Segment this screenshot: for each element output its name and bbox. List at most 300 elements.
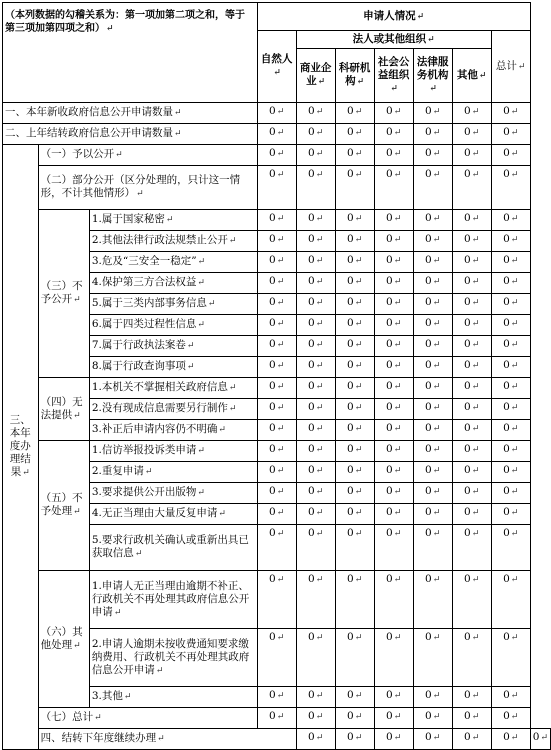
value-cell <box>452 357 491 378</box>
paragraph-mark: ↵ <box>354 361 363 371</box>
cell-value: 0 <box>308 296 315 308</box>
value-cell <box>296 441 335 462</box>
paragraph-mark: ↵ <box>115 150 123 160</box>
paragraph-mark: ↵ <box>471 340 480 350</box>
value-cell <box>296 294 335 315</box>
cell-value: 0 <box>308 710 315 722</box>
paragraph-mark: ↵ <box>510 319 519 329</box>
value-cell <box>335 571 374 629</box>
paragraph-mark: ↵ <box>354 466 363 476</box>
value-cell <box>530 729 550 750</box>
cell-value: 0 <box>425 527 432 539</box>
paragraph-mark: ↵ <box>471 487 480 497</box>
paragraph-mark: ↵ <box>354 319 363 329</box>
paragraph-mark: ↵ <box>276 712 285 722</box>
cell-value: 0 <box>425 275 432 287</box>
paragraph-mark: ↵ <box>315 575 324 585</box>
cell-value: 0 <box>386 317 393 329</box>
value-cell <box>374 357 413 378</box>
value-cell <box>296 103 335 124</box>
value-cell <box>452 124 491 145</box>
section-three-label <box>3 145 39 750</box>
value-cell <box>257 504 296 525</box>
value-cell <box>374 629 413 687</box>
value-cell <box>374 399 413 420</box>
group-label <box>38 378 89 441</box>
cell-value: 0 <box>386 485 393 497</box>
cell-value: 0 <box>503 527 510 539</box>
value-cell <box>257 378 296 399</box>
cell-value: 0 <box>269 422 276 434</box>
value-cell <box>257 708 296 729</box>
paragraph-mark: ↵ <box>432 256 441 266</box>
cell-value: 0 <box>347 464 354 476</box>
paragraph-mark: ↵ <box>315 277 324 287</box>
value-cell <box>491 708 530 729</box>
paragraph-mark: ↵ <box>510 361 519 371</box>
paragraph-mark: ↵ <box>315 256 324 266</box>
cell-value: 0 <box>425 710 432 722</box>
paragraph-mark: ↵ <box>136 189 144 199</box>
cell-value: 0 <box>425 359 432 371</box>
paragraph-mark: ↵ <box>510 508 519 518</box>
cell-value: 0 <box>464 631 471 643</box>
paragraph-mark: ↵ <box>354 424 363 434</box>
value-cell <box>257 525 296 571</box>
value-cell <box>452 571 491 629</box>
cell-value: 0 <box>308 731 315 743</box>
cell-text: （三）不予公开 <box>40 280 83 305</box>
paragraph-mark: ↵ <box>517 61 526 72</box>
value-cell <box>452 273 491 294</box>
applicant-situation-header <box>257 3 530 31</box>
paragraph-mark: ↵ <box>471 712 480 722</box>
table-row <box>3 708 551 729</box>
paragraph-mark: ↵ <box>432 235 441 245</box>
cell-text: 1.申请人无正当理由逾期不补正、行政机关不再处理其政府信息公开申请 <box>91 579 250 618</box>
paragraph-mark: ↵ <box>354 340 363 350</box>
value-cell <box>452 210 491 231</box>
row-label <box>38 145 257 166</box>
cell-value: 0 <box>503 422 510 434</box>
cell-text: 5.属于三类内部事务信息 <box>91 297 207 309</box>
value-cell <box>335 729 374 750</box>
cell-value: 0 <box>425 631 432 643</box>
item-label <box>89 571 257 629</box>
cell-text: 2.申请人逾期未按收费通知要求缴纳费用、行政机关不再处理其政府信息公开申请 <box>91 637 250 676</box>
paragraph-mark: ↵ <box>471 107 480 117</box>
paragraph-mark: ↵ <box>315 466 324 476</box>
value-cell <box>413 103 452 124</box>
value-cell <box>335 103 374 124</box>
cell-text: 1.属于国家秘密 <box>91 213 165 225</box>
paragraph-mark: ↵ <box>471 424 480 434</box>
paragraph-mark: ↵ <box>315 214 324 224</box>
cell-value: 0 <box>464 359 471 371</box>
cell-text: 2.没有现成信息需要另行制作 <box>91 402 228 414</box>
legal-service-header <box>413 49 452 103</box>
paragraph-mark: ↵ <box>315 298 324 308</box>
legal-and-other-header <box>296 31 491 49</box>
cell-value: 0 <box>464 212 471 224</box>
paragraph-mark: ↵ <box>315 529 324 539</box>
cell-value: 0 <box>347 631 354 643</box>
cell-text: （四）无法提供 <box>40 395 83 421</box>
paragraph-mark: ↵ <box>471 170 480 180</box>
item-label <box>89 336 257 357</box>
value-cell <box>374 441 413 462</box>
value-cell <box>335 273 374 294</box>
cell-value: 0 <box>308 380 315 392</box>
paragraph-mark: ↵ <box>228 383 237 393</box>
paragraph-mark: ↵ <box>197 320 205 330</box>
value-cell <box>374 124 413 145</box>
cell-value: 0 <box>308 359 315 371</box>
value-cell <box>296 166 335 210</box>
paragraph-mark: ↵ <box>471 214 480 224</box>
item-label <box>89 483 257 504</box>
cell-value: 0 <box>347 275 354 287</box>
value-cell <box>452 231 491 252</box>
value-cell <box>296 336 335 357</box>
value-cell <box>257 462 296 483</box>
cell-value: 0 <box>425 126 432 138</box>
paragraph-mark: ↵ <box>510 298 519 308</box>
cell-value: 0 <box>308 254 315 266</box>
paragraph-mark: ↵ <box>471 256 480 266</box>
value-cell <box>296 252 335 273</box>
cell-value: 0 <box>269 631 276 643</box>
paragraph-mark: ↵ <box>393 256 402 266</box>
value-cell <box>491 687 530 708</box>
cell-value: 0 <box>425 105 432 117</box>
paragraph-mark: ↵ <box>276 319 285 329</box>
cell-value: 0 <box>386 296 393 308</box>
paragraph-mark: ↵ <box>393 382 402 392</box>
paragraph-mark: ↵ <box>276 691 285 701</box>
value-cell <box>413 525 452 571</box>
paragraph-mark: ↵ <box>510 487 519 497</box>
value-cell <box>374 378 413 399</box>
value-cell <box>335 629 374 687</box>
cell-value: 0 <box>308 275 315 287</box>
value-cell <box>491 483 530 504</box>
cell-value: 0 <box>308 147 315 159</box>
cell-value: 0 <box>425 689 432 701</box>
cell-value: 0 <box>503 443 510 455</box>
cell-value: 0 <box>464 126 471 138</box>
paragraph-mark: ↵ <box>432 733 441 743</box>
value-cell <box>374 252 413 273</box>
paragraph-mark: ↵ <box>273 68 281 78</box>
paragraph-mark: ↵ <box>315 170 324 180</box>
paragraph-mark: ↵ <box>416 11 425 22</box>
paragraph-mark: ↵ <box>22 468 30 478</box>
paragraph-mark: ↵ <box>276 149 285 159</box>
value-cell <box>374 315 413 336</box>
social-welfare-header <box>374 49 413 103</box>
cell-text: 3.其他 <box>91 690 123 702</box>
value-cell <box>452 166 491 210</box>
commercial-header <box>296 49 335 103</box>
paragraph-mark: ↵ <box>276 170 285 180</box>
paragraph-mark: ↵ <box>207 299 216 309</box>
paragraph-mark: ↵ <box>354 107 363 117</box>
cell-value: 0 <box>386 275 393 287</box>
cell-value: 0 <box>386 422 393 434</box>
value-cell <box>413 124 452 145</box>
value-cell <box>335 708 374 729</box>
value-cell <box>413 273 452 294</box>
cell-value: 0 <box>308 631 315 643</box>
cell-value: 0 <box>464 710 471 722</box>
paragraph-mark: ↵ <box>276 277 285 287</box>
paragraph-mark: ↵ <box>393 319 402 329</box>
value-cell <box>491 294 530 315</box>
paragraph-mark: ↵ <box>354 445 363 455</box>
paragraph-mark: ↵ <box>197 257 206 267</box>
paragraph-mark: ↵ <box>134 549 143 559</box>
value-cell <box>491 210 530 231</box>
cell-value: 0 <box>347 296 354 308</box>
cell-text: 6.属于四类过程性信息 <box>91 318 197 330</box>
paragraph-mark: ↵ <box>393 575 402 585</box>
cell-value: 0 <box>464 731 471 743</box>
value-cell <box>335 504 374 525</box>
cell-value: 0 <box>347 254 354 266</box>
value-cell <box>257 294 296 315</box>
group-label <box>38 571 89 708</box>
cell-value: 0 <box>269 464 276 476</box>
value-cell <box>257 124 296 145</box>
value-cell <box>413 504 452 525</box>
paragraph-mark: ↵ <box>429 83 437 94</box>
value-cell <box>296 273 335 294</box>
cell-value: 0 <box>386 168 393 180</box>
paragraph-mark: ↵ <box>218 425 226 435</box>
paragraph-mark: ↵ <box>432 128 441 138</box>
value-cell <box>335 252 374 273</box>
cell-value: 0 <box>503 401 510 413</box>
cell-value: 0 <box>425 338 432 350</box>
paragraph-mark: ↵ <box>393 340 402 350</box>
value-cell <box>413 420 452 441</box>
table-row <box>3 571 551 629</box>
paragraph-mark: ↵ <box>390 83 398 94</box>
paragraph-mark: ↵ <box>510 403 519 413</box>
paragraph-mark: ↵ <box>393 424 402 434</box>
value-cell <box>374 687 413 708</box>
cell-value: 0 <box>425 254 432 266</box>
cell-value: 0 <box>269 233 276 245</box>
value-cell <box>413 571 452 629</box>
paragraph-mark: ↵ <box>432 107 441 117</box>
cell-value: 0 <box>503 147 510 159</box>
cell-text: 1.本机关不掌握相关政府信息 <box>91 381 228 393</box>
value-cell <box>413 687 452 708</box>
value-cell <box>374 294 413 315</box>
cell-value: 0 <box>503 212 510 224</box>
paragraph-mark: ↵ <box>315 424 324 434</box>
paragraph-mark: ↵ <box>510 382 519 392</box>
paragraph-mark: ↵ <box>510 149 519 159</box>
paragraph-mark: ↵ <box>174 108 182 118</box>
cell-value: 0 <box>503 105 510 117</box>
paragraph-mark: ↵ <box>432 466 441 476</box>
cell-value: 0 <box>464 485 471 497</box>
paragraph-mark: ↵ <box>315 235 324 245</box>
paragraph-mark: ↵ <box>197 446 205 456</box>
paragraph-mark: ↵ <box>354 529 363 539</box>
value-cell <box>374 504 413 525</box>
cell-value: 0 <box>269 506 276 518</box>
cell-value: 0 <box>386 731 393 743</box>
table-row <box>3 729 551 750</box>
paragraph-mark: ↵ <box>276 107 285 117</box>
cell-value: 0 <box>425 233 432 245</box>
paragraph-mark: ↵ <box>432 361 441 371</box>
cell-value: 0 <box>347 147 354 159</box>
paragraph-mark: ↵ <box>510 277 519 287</box>
value-cell <box>452 420 491 441</box>
cell-text: 四、结转下年度继续办理 <box>40 732 157 744</box>
cell-value: 0 <box>308 168 315 180</box>
value-cell <box>374 420 413 441</box>
value-cell <box>335 525 374 571</box>
paragraph-mark: ↵ <box>315 445 324 455</box>
paragraph-mark: ↵ <box>510 529 519 539</box>
value-cell <box>452 462 491 483</box>
paragraph-mark: ↵ <box>432 319 441 329</box>
cell-value: 0 <box>503 359 510 371</box>
cell-value: 0 <box>503 126 510 138</box>
cell-value: 0 <box>503 506 510 518</box>
cell-value: 0 <box>386 147 393 159</box>
table-row <box>3 124 551 145</box>
value-cell <box>413 252 452 273</box>
cell-value: 0 <box>503 731 510 743</box>
value-cell <box>257 336 296 357</box>
paragraph-mark: ↵ <box>354 575 363 585</box>
cell-value: 0 <box>503 254 510 266</box>
value-cell <box>296 210 335 231</box>
paragraph-mark: ↵ <box>315 382 324 392</box>
cell-value: 0 <box>347 731 354 743</box>
cell-value: 0 <box>425 422 432 434</box>
paragraph-mark: ↵ <box>393 298 402 308</box>
paragraph-mark: ↵ <box>276 298 285 308</box>
cell-value: 0 <box>269 296 276 308</box>
value-cell <box>413 729 452 750</box>
paragraph-mark: ↵ <box>354 403 363 413</box>
value-cell <box>374 231 413 252</box>
paragraph-mark: ↵ <box>393 403 402 413</box>
value-cell <box>491 462 530 483</box>
paragraph-mark: ↵ <box>510 170 519 180</box>
value-cell <box>257 420 296 441</box>
value-cell <box>452 441 491 462</box>
cell-text: 2.重复申请 <box>91 465 144 477</box>
paragraph-mark: ↵ <box>228 236 237 246</box>
value-cell <box>257 399 296 420</box>
cell-value: 0 <box>503 317 510 329</box>
paragraph-mark: ↵ <box>276 575 285 585</box>
cell-value: 0 <box>464 573 471 585</box>
cell-text: 二、上年结转政府信息公开申请数量 <box>5 127 173 139</box>
cell-value: 0 <box>269 168 276 180</box>
cell-text: （七）总计 <box>40 711 94 723</box>
item-label <box>89 399 257 420</box>
cell-text: 法人或其他组织 <box>352 32 427 45</box>
cell-value: 0 <box>347 527 354 539</box>
paragraph-mark: ↵ <box>471 235 480 245</box>
paragraph-mark: ↵ <box>354 487 363 497</box>
item-label <box>89 525 257 571</box>
value-cell <box>491 103 530 124</box>
paragraph-mark: ↵ <box>73 640 81 651</box>
paragraph-mark: ↵ <box>432 712 441 722</box>
value-cell <box>452 729 491 750</box>
paragraph-mark: ↵ <box>510 340 519 350</box>
cell-value: 0 <box>347 443 354 455</box>
paragraph-mark: ↵ <box>165 215 174 225</box>
value-cell <box>452 294 491 315</box>
paragraph-mark: ↵ <box>356 77 365 87</box>
cell-value: 0 <box>464 380 471 392</box>
value-cell <box>296 378 335 399</box>
cell-text: 商业企业 <box>299 62 332 87</box>
cell-value: 0 <box>269 126 276 138</box>
paragraph-mark: ↵ <box>471 445 480 455</box>
paragraph-mark: ↵ <box>471 149 480 159</box>
row-label <box>3 124 258 145</box>
cell-value: 0 <box>347 317 354 329</box>
cell-value: 0 <box>308 401 315 413</box>
value-cell <box>491 273 530 294</box>
paragraph-mark: ↵ <box>478 70 487 81</box>
paragraph-mark: ↵ <box>432 298 441 308</box>
cell-value: 0 <box>269 485 276 497</box>
value-cell <box>491 145 530 166</box>
paragraph-mark: ↵ <box>276 529 285 539</box>
paragraph-mark: ↵ <box>354 712 363 722</box>
paragraph-mark: ↵ <box>315 128 324 138</box>
value-cell <box>452 629 491 687</box>
cell-value: 0 <box>269 443 276 455</box>
value-cell <box>491 231 530 252</box>
paragraph-mark: ↵ <box>315 633 324 643</box>
cell-value: 0 <box>308 338 315 350</box>
paragraph-mark: ↵ <box>432 277 441 287</box>
cell-value: 0 <box>503 168 510 180</box>
cell-value: 0 <box>308 573 315 585</box>
paragraph-mark: ↵ <box>315 340 324 350</box>
value-cell <box>491 315 530 336</box>
paragraph-mark: ↵ <box>471 733 480 743</box>
paragraph-mark: ↵ <box>432 487 441 497</box>
cell-value: 0 <box>386 689 393 701</box>
cell-value: 0 <box>464 317 471 329</box>
paragraph-mark: ↵ <box>432 382 441 392</box>
cell-value: 0 <box>464 689 471 701</box>
paragraph-mark: ↵ <box>144 467 153 477</box>
value-cell <box>335 231 374 252</box>
value-cell <box>491 399 530 420</box>
cell-value: 0 <box>347 126 354 138</box>
cell-value: 0 <box>503 689 510 701</box>
value-cell <box>257 210 296 231</box>
value-cell <box>452 399 491 420</box>
